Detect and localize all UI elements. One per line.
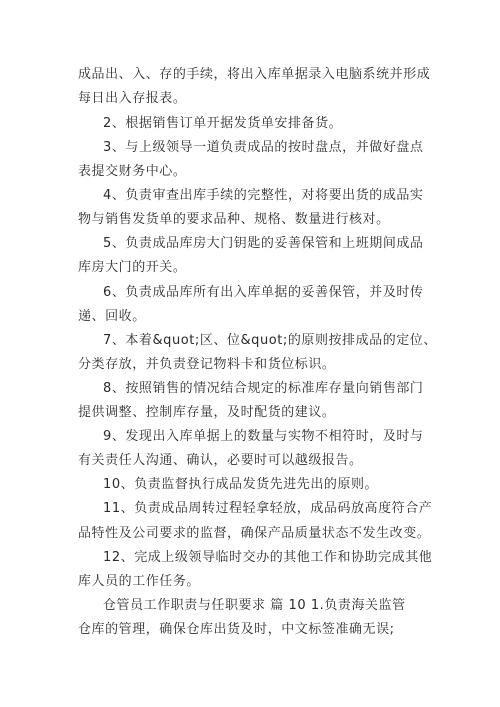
text-line: 9、发现出入库单据上的数量与实物不相符时，及时与	[103, 429, 424, 444]
text-line: 7、本着&quot;区、位&quot;的原则按排成品的定位、	[103, 333, 437, 348]
text-line: 每日出入存报表。	[78, 91, 187, 106]
text-line: 递、回收。	[78, 309, 146, 324]
text-line: 仓管员工作职责与任职要求 篇 10 1.负责海关监管	[103, 598, 406, 613]
text-line: 表提交财务中心。	[78, 164, 187, 179]
text-line: 提供调整、控制库存量，及时配货的建议。	[78, 405, 336, 420]
text-line: 库人员的工作任务。	[78, 574, 200, 589]
text-line: 成品出、入、存的手续，将出入库单据录入电脑系统并形成	[78, 67, 431, 82]
text-line: 3、与上级领导一道负责成品的按时盘点，并做好盘点	[103, 140, 424, 155]
text-line: 物与销售发货单的要求品种、规格、数量进行核对。	[78, 212, 390, 227]
text-line: 有关责任人沟通、确认，必要时可以越级报告。	[78, 453, 363, 468]
text-line: 11、负责成品周转过程轻拿轻放，成品码放高度符合产	[103, 501, 433, 516]
text-line: 10、负责监督执行成品发货先进先出的原则。	[103, 477, 379, 492]
text-line: 4、负责审查出库手续的完整性，对将要出货的成品实	[103, 188, 424, 203]
text-line: 分类存放，并负责登记物料卡和货位标识。	[78, 357, 336, 372]
text-line: 8、按照销售的情况结合规定的标准库存量向销售部门	[103, 381, 424, 396]
text-line: 2、根据销售订单开据发货单安排备货。	[103, 116, 343, 131]
text-line: 库房大门的开关。	[78, 260, 187, 275]
text-line: 12、完成上级领导临时交办的其他工作和协助完成其他	[103, 550, 433, 565]
text-line: 5、负责成品库房大门钥匙的妥善保管和上班期间成品	[103, 236, 424, 251]
text-line: 仓库的管理，确保仓库出货及时，中文标签准确无误;	[78, 622, 395, 637]
text-line: 6、负责成品库所有出入库单据的妥善保管，并及时传	[103, 285, 424, 300]
text-line: 品特性及公司要求的监督，确保产品质量状态不发生改变。	[78, 526, 431, 541]
